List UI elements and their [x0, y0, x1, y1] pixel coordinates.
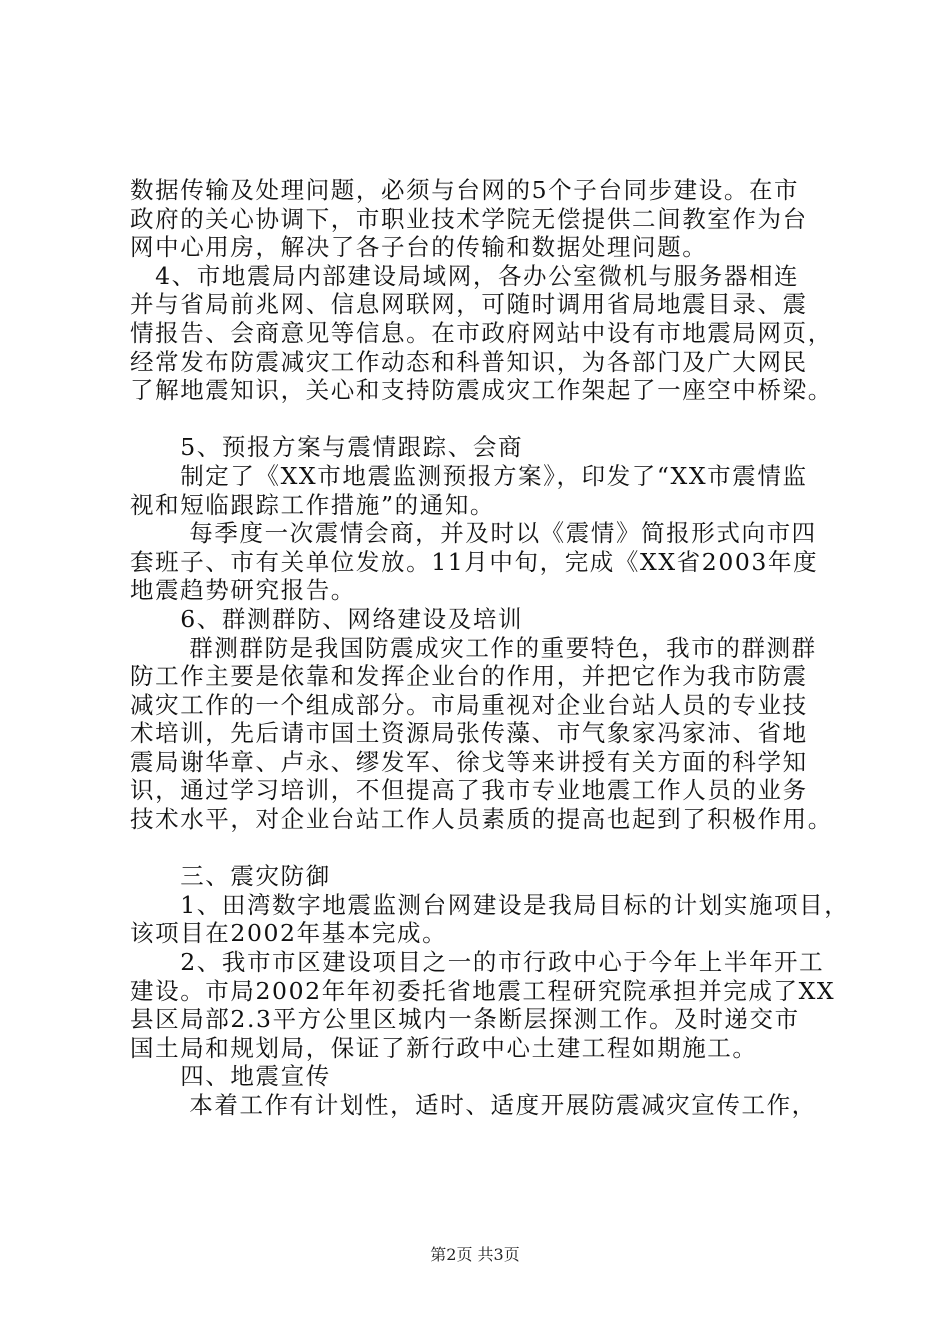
text-line: 识，通过学习培训，不但提高了我市专业地震工作人员的业务 [130, 776, 808, 805]
text-line: 政府的关心协调下，市职业技术学院无偿提供二间教室作为台 [130, 204, 808, 233]
section-heading: 6、群测群防、网络建设及培训 [130, 604, 524, 633]
text-line: 技术水平，对企业台站工作人员素质的提高也起到了积极作用。 [130, 805, 833, 834]
text-line: 国土局和规划局，保证了新行政中心土建工程如期施工。 [130, 1033, 758, 1062]
text-line: 县区局部2.3平方公里区城内一条断层探测工作。及时递交市 [130, 1005, 800, 1034]
text-line: 情报告、会商意见等信息。在市政府网站中设有市地震局网页， [130, 318, 833, 347]
text-line: 群测群防是我国防震成灾工作的重要特色，我市的群测群 [130, 633, 817, 662]
page-footer [0, 1245, 950, 1265]
text-line: 减灾工作的一个组成部分。市局重视对企业台站人员的专业技 [130, 690, 808, 719]
text-line: 2、我市市区建设项目之一的市行政中心于今年上半年开工 [130, 948, 825, 977]
text-line: 本着工作有计划性，适时、适度开展防震减灾宣传工作， [130, 1091, 817, 1119]
text-line: 了解地震知识，关心和支持防震成灾工作架起了一座空中桥梁。 [130, 376, 833, 405]
text-line: 该项目在2002年基本完成。 [130, 919, 448, 948]
text-line: 4、市地震局内部建设局域网，各办公室微机与服务器相连 [130, 261, 800, 290]
text-line: 地震趋势研究报告。 [130, 576, 356, 605]
paragraph-gap [130, 405, 850, 434]
paragraph-gap [130, 834, 850, 863]
text-line: 网中心用房，解决了各子台的传输和数据处理问题。 [130, 233, 708, 262]
text-line: 震局谢华章、卢永、缪发军、徐戈等来讲授有关方面的科学知 [130, 747, 808, 776]
section-heading: 四、地震宣传 [130, 1062, 331, 1091]
text-line: 术培训，先后请市国土资源局张传藻、市气象家冯家沛、省地 [130, 719, 808, 748]
section-heading: 三、震灾防御 [130, 862, 331, 891]
text-line: 1、田湾数字地震监测台网建设是我局目标的计划实施项目， [130, 890, 850, 919]
text-line: 制定了《XX市地震监测预报方案》，印发了“XX市震情监 [130, 461, 808, 490]
document-body [130, 176, 850, 1120]
text-line: 视和短临跟踪工作措施”的通知。 [130, 490, 496, 519]
text-line: 每季度一次震情会商，并及时以《震情》简报形式向市四 [130, 519, 817, 548]
page-number-label: 第2页 共3页 [430, 1245, 520, 1264]
text-line: 经常发布防震减灾工作动态和科普知识，为各部门及广大网民 [130, 347, 808, 376]
text-line: 数据传输及处理问题，必须与台网的5个子台同步建设。在市 [130, 176, 800, 204]
text-line: 并与省局前兆网、信息网联网，可随时调用省局地震目录、震 [130, 290, 808, 319]
text-line: 建设。市局2002年年初委托省地震工程研究院承担并完成了XX [130, 976, 836, 1005]
section-heading: 5、预报方案与震情跟踪、会商 [130, 433, 524, 462]
text-line: 防工作主要是依靠和发挥企业台的作用，并把它作为我市防震 [130, 662, 808, 691]
text-line: 套班子、市有关单位发放。11月中旬，完成《XX省2003年度 [130, 547, 819, 576]
